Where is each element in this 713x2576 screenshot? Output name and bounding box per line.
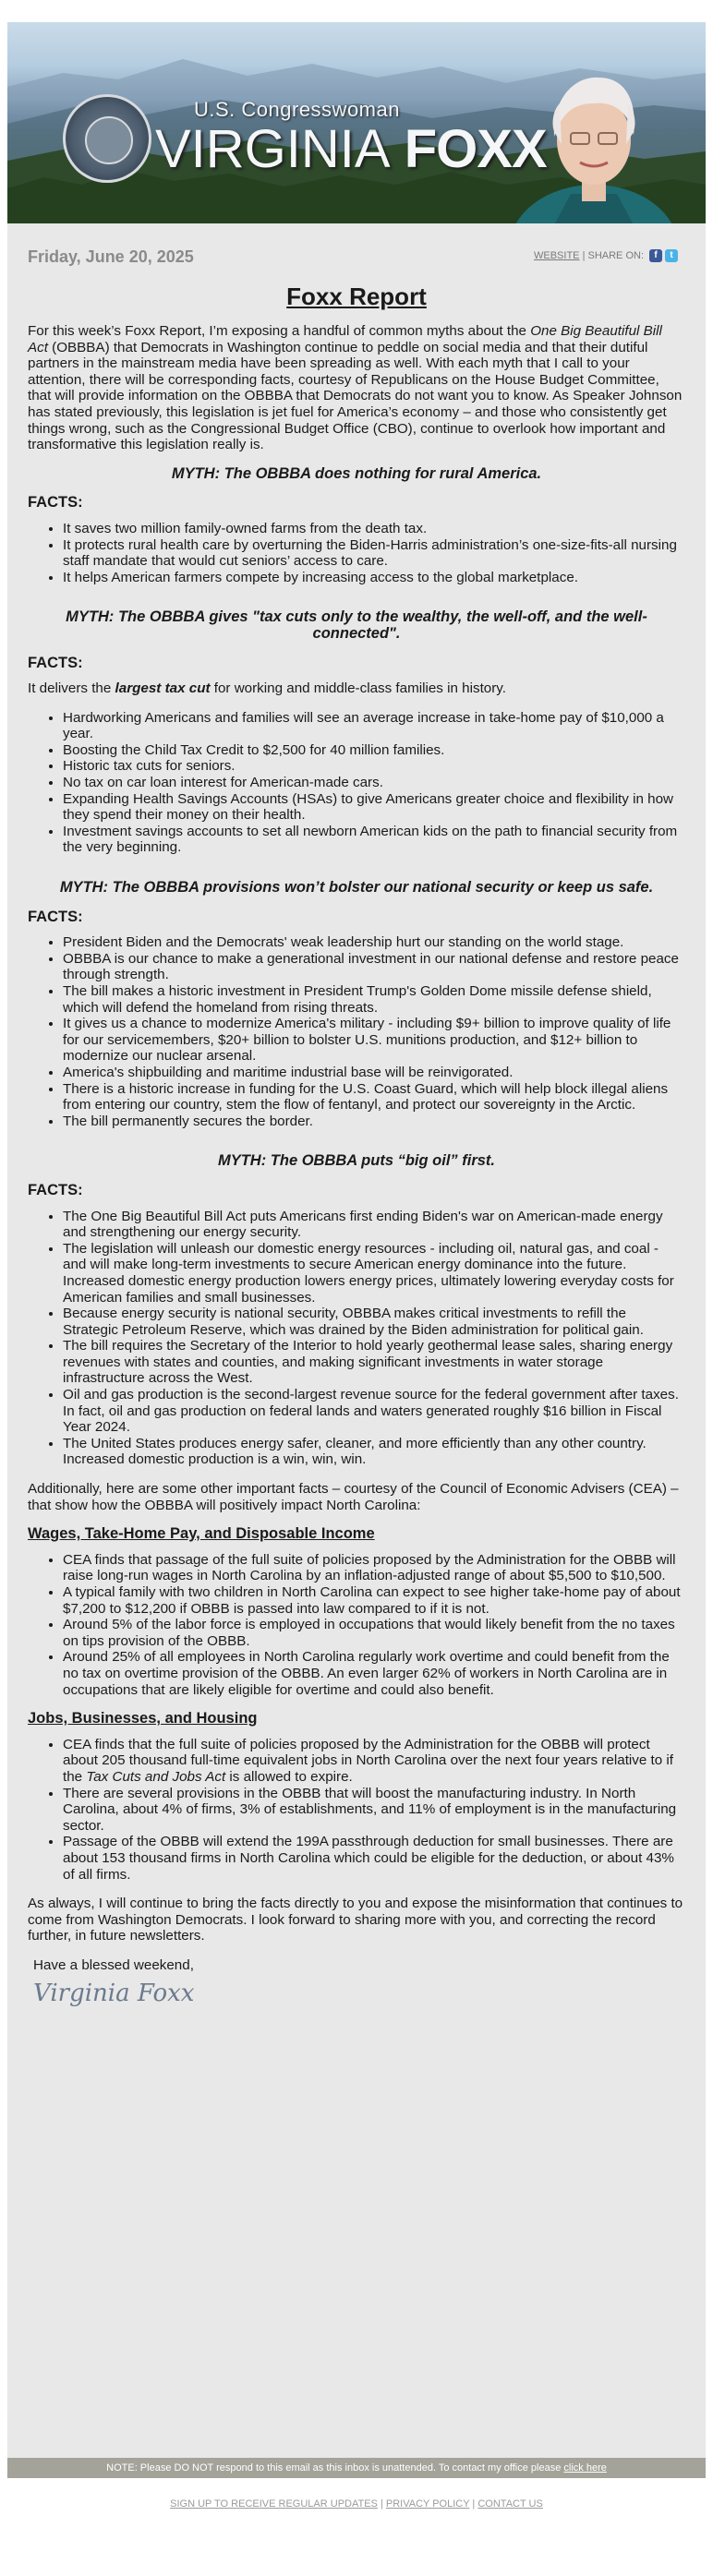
footer-separator: | xyxy=(472,2498,476,2510)
list-item: • Passage of the OBBB will extend the 199A passthrough deduction for small businesses. There are about 153 thousand firms in North Carolina which could be eligible for the deduction, or about 43% of all firms. xyxy=(63,1834,685,1883)
facebook-icon[interactable]: f xyxy=(649,249,662,262)
list-item: • There are several provisions in the OBBB that will boost the manufacturing industry. In North Carolina, about 4% of firms, 3% of establishments, and 11% of employment is in the manufacturing sector. xyxy=(63,1786,685,1835)
jobs-list xyxy=(28,1737,685,1883)
twitter-icon[interactable]: t xyxy=(665,249,678,262)
list-item: • Expanding Health Savings Accounts (HSAs) to give Americans greater choice and flexibility in how they spend their money on their health. xyxy=(63,791,685,824)
facts-label: FACTS: xyxy=(28,908,83,925)
footer-separator: | xyxy=(380,2498,383,2510)
signature: Virginia Foxx xyxy=(33,1980,195,2008)
newsletter-content xyxy=(28,323,685,2008)
footer-links xyxy=(0,2498,713,2510)
banner-subtitle: U.S. Congresswoman xyxy=(194,98,400,121)
list-item: • America's shipbuilding and maritime industrial base will be reinvigorated. xyxy=(63,1065,685,1081)
share-bar xyxy=(534,249,678,262)
newsletter-title: Foxx Report xyxy=(286,283,427,310)
list-item: • OBBBA is our chance to make a generational investment in our national defense and restore peace through strength. xyxy=(63,951,685,983)
list-item: • There is a historic increase in funding for the U.S. Coast Guard, which will help block illegal aliens from entering our country, stem the flow of fentanyl, and protect our sovereignty in the Arctic. xyxy=(63,1081,685,1113)
myth-heading: MYTH: The OBBBA gives "tax cuts only to the wealthy, the well-off, and the well-connected". xyxy=(66,608,647,642)
list-item: • It protects rural health care by overturning the Biden-Harris administration’s one-size-fits-all nursing staff mandate that would cut seniors’ access to care. xyxy=(63,537,685,570)
list-item: • President Biden and the Democrats' weak leadership hurt our standing on the world stage. xyxy=(63,934,685,951)
contact-link[interactable]: click here xyxy=(563,2462,607,2474)
closing-paragraph: As always, I will continue to bring the facts directly to you and expose the misinformation that continues to come from Washington Democrats. I look forward to sharing more with you, and correcting the record further, in future newsletters. xyxy=(28,1896,683,1944)
issue-date: Friday, June 20, 2025 xyxy=(28,247,194,266)
list-item: • The bill makes a historic investment in President Trump's Golden Dome missile defense shield, which will defend the homeland from rising threats. xyxy=(63,983,685,1016)
facts-lead: It delivers the largest tax cut for working and middle-class families in history. xyxy=(28,680,506,697)
facts-list xyxy=(28,1209,685,1469)
list-item: • Historic tax cuts for seniors. xyxy=(63,758,685,775)
banner-first-name: VIRGINIA xyxy=(155,119,391,179)
signup-link[interactable]: SIGN UP TO RECEIVE REGULAR UPDATES xyxy=(170,2498,378,2510)
facts-list xyxy=(28,934,685,1129)
unattended-inbox-note: NOTE: Please DO NOT respond to this email as this inbox is unattended. To contact my office please click here xyxy=(7,2458,706,2478)
facts-label: FACTS: xyxy=(28,654,83,671)
list-item: • Boosting the Child Tax Credit to $2,500 for 40 million families. xyxy=(63,742,685,759)
contact-us-link[interactable]: CONTACT US xyxy=(477,2498,543,2510)
intro-paragraph: For this week’s Foxx Report, I’m exposing a handful of common myths about the One Big Beautiful Bill Act (OBBBA) that Democrats in Washington continue to peddle on social media and that their dutiful partners in the mainstream media have been spreading as well. With each myth that I call to your attention, there will be corresponding facts, courtesy of Republicans on the House Budget Committee, that will provide information on the OBBBA that Democrats do not want you to know. As Speaker Johnson has stated previously, this legislation is jet fuel for America’s economy – and those who consistently get things wrong, such as the Congressional Budget Office (CBO), continue to overlook how important and transformative this legislation really is. xyxy=(28,323,683,453)
list-item: • Around 25% of all employees in North Carolina regularly work overtime and could benefit from the no tax on overtime provision of the OBBB. An even larger 62% of workers in North Carolina are in occupations that are likely eligible for overtime and could also benefit. xyxy=(63,1649,685,1698)
list-item: • The United States produces energy safer, cleaner, and more efficiently than any other country. Increased domestic production is a win, win, win. xyxy=(63,1436,685,1468)
list-item: • A typical family with two children in North Carolina can expect to see higher take-home pay of about $7,200 to $12,200 if OBBB is passed into law compared to if it is not. xyxy=(63,1584,685,1617)
list-item: • Hardworking Americans and families will see an average increase in take-home pay of $10,000 a year. xyxy=(63,710,685,742)
list-item: • Investment savings accounts to set all newborn American kids on the path to financial security from the very beginning. xyxy=(63,824,685,856)
list-item: • Oil and gas production is the second-largest revenue source for the federal government after taxes. In fact, oil and gas production on federal lands and waters generated roughly $16 billion in Fiscal Year 2024. xyxy=(63,1387,685,1436)
website-link[interactable]: WEBSITE xyxy=(534,249,580,261)
section-heading-jobs: Jobs, Businesses, and Housing xyxy=(28,1710,258,1727)
list-item: • Around 5% of the labor force is employed in occupations that would likely benefit from the no taxes on tips provision of the OBBB. xyxy=(63,1617,685,1649)
facts-label: FACTS: xyxy=(28,494,83,512)
list-item: • Because energy security is national security, OBBBA makes critical investments to refill the Strategic Petroleum Reserve, which was drained by the Biden administration for political gain. xyxy=(63,1306,685,1338)
list-item: • The legislation will unleash our domestic energy resources - including oil, natural gas, and coal - and will make long-term investments to secure American energy dominance into the future. Increased domestic energy production lowers energy prices, ultimately lowering everyday costs for American families and small businesses. xyxy=(63,1241,685,1306)
banner-last-name: FOXX xyxy=(404,119,547,179)
signoff: Have a blessed weekend, xyxy=(33,1956,194,1973)
list-item: • CEA finds that the full suite of policies proposed by the Administration for the OBBB will protect about 205 thousand full-time equivalent jobs in North Carolina over the next four years relative to if the Tax Cuts and Jobs Act is allowed to expire. xyxy=(63,1737,685,1786)
myth-heading: MYTH: The OBBBA does nothing for rural America. xyxy=(171,464,542,482)
list-item: • It helps American farmers compete by increasing access to the global marketplace. xyxy=(63,570,685,586)
myth-heading: MYTH: The OBBBA puts “big oil” first. xyxy=(217,1152,496,1170)
list-item: • The bill permanently secures the border. xyxy=(63,1113,685,1130)
header-banner xyxy=(7,22,706,223)
myth-heading: MYTH: The OBBBA provisions won’t bolster our national security or keep us safe. xyxy=(59,879,654,897)
additional-paragraph: Additionally, here are some other important facts – courtesy of the Council of Economic Advisers (CEA) – that show how the OBBBA will positively impact North Carolina: xyxy=(28,1481,679,1513)
wages-list xyxy=(28,1552,685,1698)
share-label: | SHARE ON: xyxy=(582,249,645,261)
facts-list xyxy=(28,521,685,585)
list-item: • It gives us a chance to modernize America's military - including $9+ billion to improve quality of life for our servicemembers, $20+ billion to bolster U.S. munitions production, and $12+ billion to modernize our nuclear arsenal. xyxy=(63,1016,685,1065)
facts-list xyxy=(28,710,685,856)
section-heading-wages: Wages, Take-Home Pay, and Disposable Income xyxy=(28,1525,375,1543)
facts-label: FACTS: xyxy=(28,1181,83,1198)
privacy-policy-link[interactable]: PRIVACY POLICY xyxy=(385,2498,470,2510)
list-item: • The One Big Beautiful Bill Act puts Americans first ending Biden's war on American-made energy and strengthening our energy security. xyxy=(63,1209,685,1241)
list-item: • The bill requires the Secretary of the Interior to hold yearly geothermal lease sales, sharing energy revenues with states and counties, and making significant investments in water storage infrastructure across the West. xyxy=(63,1338,685,1387)
list-item: • CEA finds that passage of the full suite of policies proposed by the Administration for the OBBB will raise long-run wages in North Carolina by an inflation-adjusted range of about $5,500 to $10,500. xyxy=(63,1552,685,1584)
list-item: • No tax on car loan interest for American-made cars. xyxy=(63,775,685,791)
congresswoman-portrait xyxy=(506,55,682,223)
state-seal xyxy=(63,94,151,183)
banner-name xyxy=(155,118,547,180)
list-item: • It saves two million family-owned farms from the death tax. xyxy=(63,521,685,537)
